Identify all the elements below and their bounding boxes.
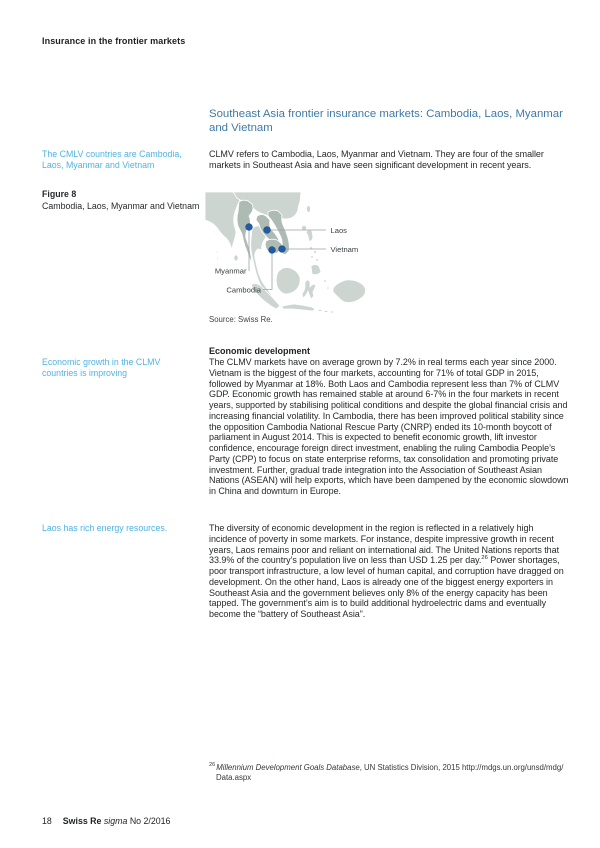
figure-label: Figure 8 — [42, 189, 77, 199]
footnote-marker: 26 — [209, 762, 216, 769]
economic-paragraph-1: The CLMV markets have on average grown by 7.2% in real terms each year since 2000. Vietnam is the biggest of the four markets, accounting for 71% of total GDP in 2015, followed by Myanmar at 18%. Both Laos and Cambodia represent less than 7% of CLMV GDP. Economic growth has remained stable at around 6-7% in the four markets in recent years, supported by stabilising political conditions and despite the global financial crisis and increasing financial volatility. In Cambodia, there has been improved political stability since the opposition Cambodia National Rescue Party (CNRP) ended its 10-month boycott of parliament in August 2014. This is expected to benefit economic growth, lift investor confidence, encourage foreign direct investment, enabling the ruling Cambodia People’s Party (CPP) to focus on state enterprise reforms, tax consolidation and promoting private investment. Further, gradual trade integration into the Association of Southeast Asian Nations (ASEAN) will help exports, which have been dampened by the economic slowdown in China and downturn in Europe. — [209, 357, 569, 496]
footnote — [209, 763, 575, 782]
margin-note-clmv: The CMLV countries are Cambodia, Laos, Myanmar and Vietnam — [42, 149, 182, 170]
marker-myanmar — [246, 224, 253, 231]
land-andaman-1 — [216, 251, 218, 253]
leader-cambodia — [263, 254, 272, 290]
figure-source: Source: Swiss Re. — [209, 315, 273, 324]
country-myanmar — [237, 200, 253, 263]
land-mindanao — [311, 265, 321, 275]
land-new-guinea — [333, 280, 366, 303]
paragraph-text: The diversity of economic development in the region is reflected in a relatively high incidence of poverty in some markets. For instance, despite impressive growth in recent years, Laos remains poor and reliant on international aid. The United Nations reports that 33.9% of the country’s population live on less than USD 1.25 per day. — [209, 523, 560, 566]
page-number: 18 — [42, 816, 52, 826]
land-borneo — [276, 268, 300, 295]
land-visayas-4 — [315, 259, 318, 261]
footnote-text: , UN Statistics Division, 2015 http://mdgs.un.org/unsd/mdg/ — [359, 763, 564, 772]
land-sulawesi — [302, 280, 316, 299]
land-sri-lanka — [234, 255, 238, 261]
land-andaman-2 — [217, 257, 219, 259]
map-label-myanmar: Myanmar — [214, 266, 247, 276]
land-andaman-3 — [217, 263, 219, 265]
land-java — [282, 304, 315, 311]
map-label-vietnam: Vietnam — [330, 244, 359, 254]
land-taiwan — [307, 206, 311, 213]
land-sunda-2 — [324, 311, 328, 313]
economic-development-heading: Economic development — [209, 346, 311, 356]
land-sunda-3 — [330, 311, 334, 313]
figure-caption: Cambodia, Laos, Myanmar and Vietnam — [42, 200, 200, 211]
land-luzon — [306, 230, 313, 241]
marker-cambodia — [269, 247, 276, 254]
running-head: Insurance in the frontier markets — [42, 36, 186, 46]
land-sunda-1 — [318, 310, 322, 312]
land-visayas-3 — [311, 256, 314, 258]
land-maluku-2 — [327, 287, 329, 289]
footnote-url-continuation[interactable]: Data.aspx — [216, 772, 252, 782]
issue-number: No 2/2016 — [129, 816, 171, 826]
margin-note-energy: Laos has rich energy resources. — [42, 523, 168, 533]
figure-block — [42, 189, 202, 212]
map-figure — [205, 192, 470, 314]
brand-name: Swiss Re — [62, 816, 102, 826]
paragraph-text: Power shortages, poor transport infrastructure, a low level of human capital, and corruption have dragged on development. On the other hand, Laos is already one of the biggest energy exporters in Southeast Asia and the government believes only 8% of the energy capacity has been tapped. The government’s aim is to build additional hydroelectric dams and eventually become the “battery of Southeast Asia”. — [209, 555, 564, 619]
marker-vietnam — [279, 246, 286, 253]
margin-note-growth: Economic growth in the CLMV countries is improving — [42, 357, 161, 378]
economic-paragraph-2 — [209, 523, 572, 620]
footnote-reference: 26 — [481, 555, 488, 562]
marker-laos — [264, 227, 271, 234]
page-footer — [42, 816, 170, 826]
land-maluku-1 — [324, 280, 327, 283]
journal-name: sigma — [103, 816, 128, 826]
footnote-source-title: Millennium Development Goals Database — [216, 763, 360, 772]
map-label-cambodia: Cambodia — [226, 285, 261, 295]
land-visayas-2 — [313, 251, 316, 254]
section-title: Southeast Asia frontier insurance markets: Cambodia, Laos, Myanmar and Vietnam — [209, 108, 563, 135]
intro-paragraph: CLMV refers to Cambodia, Laos, Myanmar and Vietnam. They are four of the smaller markets in Southeast Asia and have seen significant development in recent years. — [209, 149, 544, 170]
map-label-laos: Laos — [330, 225, 347, 235]
southeast-asia-map — [205, 192, 470, 314]
